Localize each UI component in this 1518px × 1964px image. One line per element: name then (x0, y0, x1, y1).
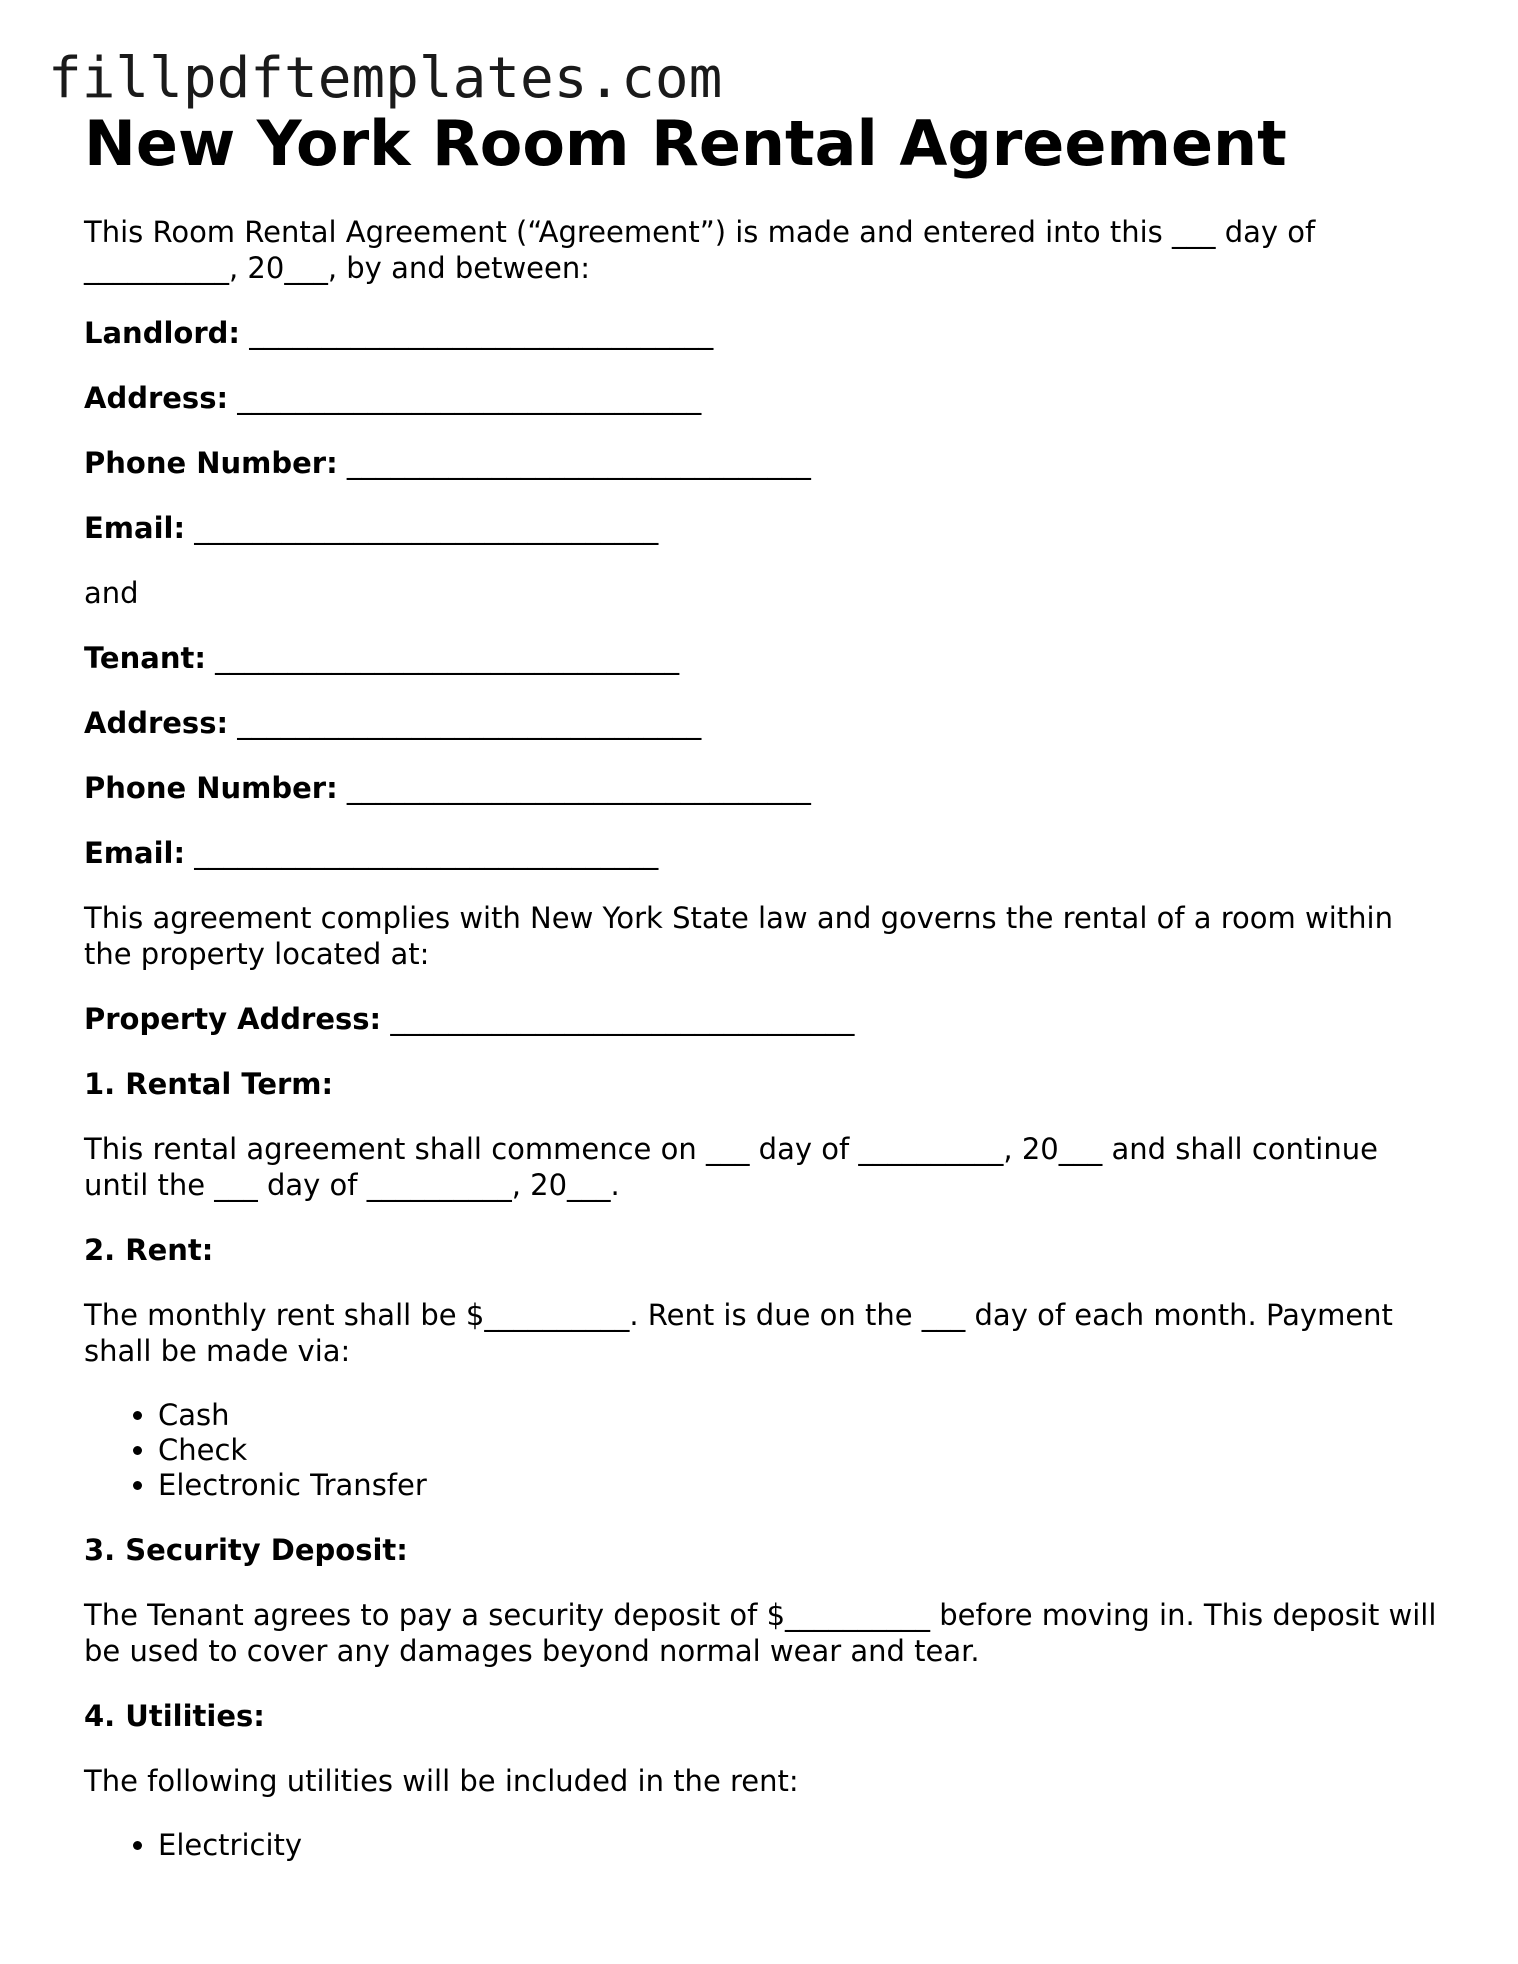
field-label: Phone Number: (84, 446, 338, 480)
list-item: • Electricity (158, 1828, 1444, 1863)
blank-line: ________________________________ (237, 706, 702, 740)
rent-paragraph: The monthly rent shall be $__________. Rent is due on the ___ day of each month. Payment shall be made via: (84, 1298, 1393, 1368)
field-label: Email: (84, 836, 186, 870)
tenant-name-field (84, 640, 1444, 676)
blank-line: ________________________________ (215, 641, 680, 675)
utilities-list (84, 1828, 1444, 1863)
tenant-phone-field (84, 770, 1444, 806)
blank-line: ________________________________ (346, 771, 811, 805)
list-item: • Electronic Transfer (158, 1468, 1444, 1503)
property-address-field (84, 1001, 1444, 1037)
blank-line: ________________________________ (346, 446, 811, 480)
list-item: • Check (158, 1433, 1444, 1468)
document-title: New York Room Rental Agreement (84, 107, 1287, 180)
blank-line: ________________________________ (390, 1002, 855, 1036)
payment-methods-list (84, 1398, 1444, 1503)
field-label: Tenant: (84, 641, 206, 675)
landlord-address-field (84, 380, 1444, 416)
and-text: and (84, 576, 139, 610)
field-label: Address: (84, 706, 229, 740)
security-deposit-paragraph: The Tenant agrees to pay a security deposit of $__________ before moving in. This deposit will be used to cover any damages beyond normal wear and tear. (84, 1598, 1437, 1668)
blank-line: ________________________________ (249, 316, 714, 350)
utilities-paragraph: The following utilities will be included in the rent: (84, 1764, 799, 1798)
rental-term-heading: 1. Rental Term: (84, 1067, 334, 1101)
list-item: • Cash (158, 1398, 1444, 1433)
watermark: fillpdftemplates.com (48, 46, 723, 111)
blank-line: ________________________________ (194, 511, 659, 545)
field-label: Phone Number: (84, 771, 338, 805)
tenant-email-field (84, 835, 1444, 871)
rent-heading: 2. Rent: (84, 1233, 214, 1267)
field-label: Property Address: (84, 1002, 382, 1036)
compliance-paragraph: This agreement complies with New York State law and governs the rental of a room within the property located at: (84, 901, 1393, 971)
landlord-email-field (84, 510, 1444, 546)
intro-paragraph: This Room Rental Agreement (“Agreement”) is made and entered into this ___ day of __________, 20___, by and between: (84, 215, 1316, 285)
blank-line: ________________________________ (237, 381, 702, 415)
field-label: Email: (84, 511, 186, 545)
utilities-heading: 4. Utilities: (84, 1699, 265, 1733)
tenant-address-field (84, 705, 1444, 741)
landlord-name-field (84, 315, 1444, 351)
landlord-phone-field (84, 445, 1444, 481)
blank-line: ________________________________ (194, 836, 659, 870)
security-deposit-heading: 3. Security Deposit: (84, 1533, 408, 1567)
document-body (84, 104, 1444, 1863)
field-label: Address: (84, 381, 229, 415)
rental-term-paragraph: This rental agreement shall commence on ___ day of __________, 20___ and shall continue until the ___ day of __________, 20___. (84, 1132, 1378, 1202)
field-label: Landlord: (84, 316, 240, 350)
